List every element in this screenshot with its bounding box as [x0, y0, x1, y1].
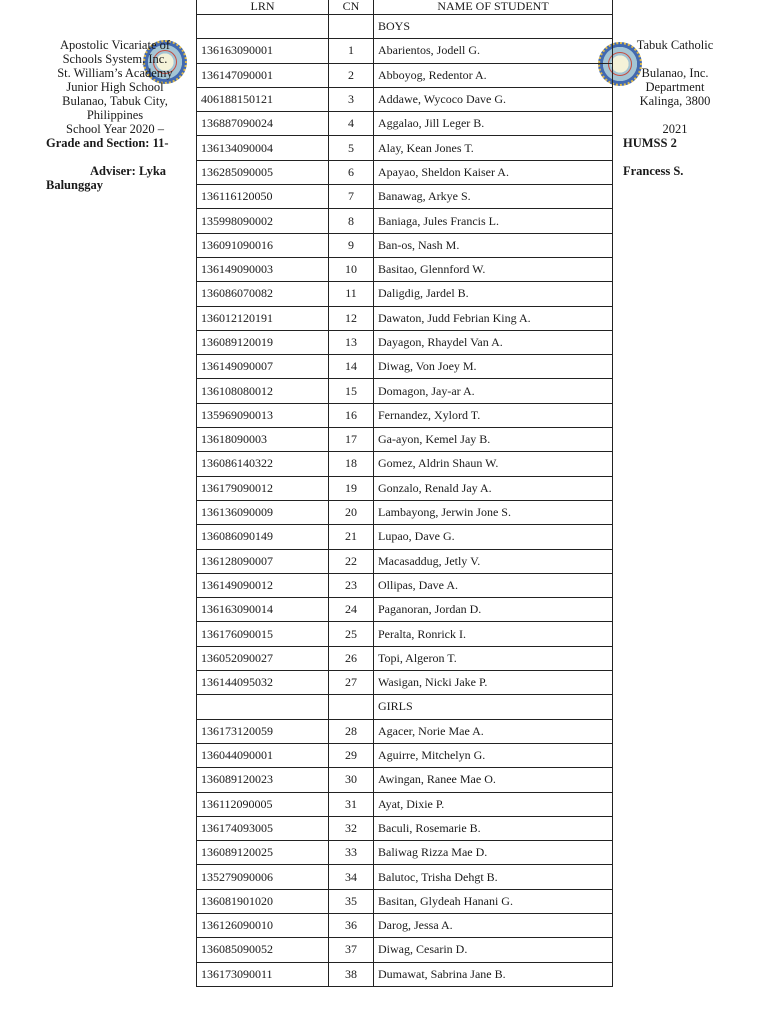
header-line [622, 108, 728, 122]
lrn-cell: 136012120191 [197, 306, 329, 330]
lrn-cell: 136089120019 [197, 330, 329, 354]
student-name-cell: Alay, Kean Jones T. [374, 136, 613, 160]
lrn-cell: 136173120059 [197, 719, 329, 743]
lrn-cell: 136052090027 [197, 646, 329, 670]
lrn-cell: 136089120023 [197, 768, 329, 792]
school-header-left [40, 38, 190, 136]
student-name-cell: Baniaga, Jules Francis L. [374, 209, 613, 233]
student-name-cell: Ga-ayon, Kemel Jay B. [374, 428, 613, 452]
cn-cell: 13 [329, 330, 374, 354]
table-row [197, 913, 613, 937]
student-name-cell: Diwag, Von Joey M. [374, 355, 613, 379]
lrn-cell: 136147090001 [197, 63, 329, 87]
cn-cell: 14 [329, 355, 374, 379]
table-row [197, 646, 613, 670]
student-name-cell: Gomez, Aldrin Shaun W. [374, 452, 613, 476]
student-name-cell: Baculi, Rosemarie B. [374, 816, 613, 840]
table-row [197, 719, 613, 743]
section-label: BOYS [374, 15, 613, 39]
lrn-cell: 136179090012 [197, 476, 329, 500]
student-name-cell: Peralta, Ronrick I. [374, 622, 613, 646]
grade-section-label: Grade and Section: 11- [46, 136, 169, 150]
section-humss-label: HUMSS 2 [623, 136, 677, 150]
table-row [197, 379, 613, 403]
cn-cell: 26 [329, 646, 374, 670]
girls-section-row [197, 695, 613, 719]
lrn-cell: 13618090003 [197, 428, 329, 452]
student-name-cell: Macasaddug, Jetly V. [374, 549, 613, 573]
column-header-lrn: LRN [197, 0, 329, 15]
student-name-cell: Addawe, Wycoco Dave G. [374, 87, 613, 111]
student-name-cell: Topi, Algeron T. [374, 646, 613, 670]
table-header-row [197, 0, 613, 15]
student-name-cell: Agacer, Norie Mae A. [374, 719, 613, 743]
student-name-cell: Lupao, Dave G. [374, 525, 613, 549]
student-name-cell: Apayao, Sheldon Kaiser A. [374, 160, 613, 184]
lrn-cell: 136091090016 [197, 233, 329, 257]
student-name-cell: Dawaton, Judd Febrian King A. [374, 306, 613, 330]
header-line: Junior High School [66, 80, 164, 94]
student-name-cell: Fernandez, Xylord T. [374, 403, 613, 427]
student-name-cell: Abarientos, Jodell G. [374, 39, 613, 63]
header-line: Department [645, 80, 705, 94]
table-row [197, 355, 613, 379]
lrn-cell: 136116120050 [197, 185, 329, 209]
table-row [197, 889, 613, 913]
table-row [197, 500, 613, 524]
table-row [197, 330, 613, 354]
lrn-cell: 136085090052 [197, 938, 329, 962]
student-name-cell: Aguirre, Mitchelyn G. [374, 743, 613, 767]
table-row [197, 841, 613, 865]
cn-cell: 11 [329, 282, 374, 306]
student-name-cell: Daligdig, Jardel B. [374, 282, 613, 306]
table-row [197, 816, 613, 840]
table-row [197, 136, 613, 160]
adviser-line-1: Adviser: Lyka [90, 164, 167, 178]
student-name-cell: Balutoc, Trisha Dehgt B. [374, 865, 613, 889]
lrn-cell: 136086070082 [197, 282, 329, 306]
lrn-cell: 136044090001 [197, 743, 329, 767]
cn-cell: 24 [329, 598, 374, 622]
cn-cell: 21 [329, 525, 374, 549]
boys-section-row [197, 15, 613, 39]
table-row [197, 403, 613, 427]
lrn-cell: 136149090003 [197, 257, 329, 281]
header-line: Kalinga, 3800 [639, 94, 711, 108]
school-header-right [622, 38, 728, 136]
cn-cell: 31 [329, 792, 374, 816]
cn-cell [329, 15, 374, 39]
lrn-cell: 136128090007 [197, 549, 329, 573]
lrn-cell: 136173090011 [197, 962, 329, 986]
cn-cell: 32 [329, 816, 374, 840]
table-row [197, 792, 613, 816]
table-row [197, 233, 613, 257]
column-header-cn: CN [329, 0, 374, 15]
table-row [197, 160, 613, 184]
lrn-cell: 136163090001 [197, 39, 329, 63]
student-name-cell: Paganoran, Jordan D. [374, 598, 613, 622]
cn-cell: 19 [329, 476, 374, 500]
student-name-cell: Basitan, Glydeah Hanani G. [374, 889, 613, 913]
table-row [197, 112, 613, 136]
adviser-line-2: Balunggay [46, 178, 103, 192]
lrn-cell [197, 695, 329, 719]
cn-cell: 6 [329, 160, 374, 184]
student-name-cell: Ollipas, Dave A. [374, 573, 613, 597]
header-line: Schools System, Inc. [62, 52, 168, 66]
lrn-cell: 136174093005 [197, 816, 329, 840]
table-row [197, 743, 613, 767]
cn-cell: 28 [329, 719, 374, 743]
lrn-cell: 136149090007 [197, 355, 329, 379]
table-row [197, 39, 613, 63]
table-row [197, 87, 613, 111]
table-row [197, 452, 613, 476]
student-name-cell: Gonzalo, Renald Jay A. [374, 476, 613, 500]
student-name-cell: Ban-os, Nash M. [374, 233, 613, 257]
header-line: Apostolic Vicariate of [59, 38, 171, 52]
lrn-cell: 135279090006 [197, 865, 329, 889]
table-row [197, 476, 613, 500]
roster-body [197, 15, 613, 987]
lrn-cell: 136144095032 [197, 671, 329, 695]
student-name-cell: Basitao, Glennford W. [374, 257, 613, 281]
table-row [197, 549, 613, 573]
table-row [197, 598, 613, 622]
lrn-cell: 136089120025 [197, 841, 329, 865]
student-roster-table [196, 0, 613, 987]
student-name-cell: Darog, Jessa A. [374, 913, 613, 937]
student-name-cell: Dumawat, Sabrina Jane B. [374, 962, 613, 986]
cn-cell: 10 [329, 257, 374, 281]
cn-cell: 23 [329, 573, 374, 597]
table-row [197, 865, 613, 889]
lrn-cell: 136112090005 [197, 792, 329, 816]
student-name-cell: Ayat, Dixie P. [374, 792, 613, 816]
cn-cell: 15 [329, 379, 374, 403]
cn-cell: 25 [329, 622, 374, 646]
cn-cell: 20 [329, 500, 374, 524]
header-line: Philippines [86, 108, 144, 122]
table-row [197, 622, 613, 646]
student-name-cell: Dayagon, Rhaydel Van A. [374, 330, 613, 354]
student-name-cell: Domagon, Jay-ar A. [374, 379, 613, 403]
student-name-cell: Banawag, Arkye S. [374, 185, 613, 209]
lrn-cell: 136176090015 [197, 622, 329, 646]
cn-cell: 5 [329, 136, 374, 160]
lrn-cell: 136149090012 [197, 573, 329, 597]
header-line: 2021 [662, 122, 688, 136]
cn-cell: 2 [329, 63, 374, 87]
lrn-cell: 136081901020 [197, 889, 329, 913]
cn-cell: 36 [329, 913, 374, 937]
cn-cell: 18 [329, 452, 374, 476]
cn-cell: 37 [329, 938, 374, 962]
student-name-cell: Baliwag Rizza Mae D. [374, 841, 613, 865]
table-row [197, 573, 613, 597]
adviser-first-name: Francess S. [623, 164, 684, 178]
student-name-cell: Awingan, Ranee Mae O. [374, 768, 613, 792]
lrn-cell: 136887090024 [197, 112, 329, 136]
cn-cell: 7 [329, 185, 374, 209]
lrn-cell: 136086090149 [197, 525, 329, 549]
cn-cell: 9 [329, 233, 374, 257]
cn-cell: 1 [329, 39, 374, 63]
lrn-cell: 406188150121 [197, 87, 329, 111]
cn-cell: 38 [329, 962, 374, 986]
adviser-label [46, 164, 166, 192]
table-row [197, 525, 613, 549]
table-row [197, 428, 613, 452]
table-row [197, 63, 613, 87]
student-name-cell: Wasigan, Nicki Jake P. [374, 671, 613, 695]
lrn-cell: 136126090010 [197, 913, 329, 937]
header-line [622, 52, 728, 66]
table-row [197, 209, 613, 233]
lrn-cell: 136163090014 [197, 598, 329, 622]
table-row [197, 282, 613, 306]
student-name-cell: Lambayong, Jerwin Jone S. [374, 500, 613, 524]
cn-cell: 33 [329, 841, 374, 865]
header-line: St. William’s Academy [57, 66, 173, 80]
table-row [197, 768, 613, 792]
cn-cell: 16 [329, 403, 374, 427]
cn-cell: 8 [329, 209, 374, 233]
header-line: Bulanao, Inc. [641, 66, 709, 80]
cn-cell: 3 [329, 87, 374, 111]
table-row [197, 257, 613, 281]
section-label: GIRLS [374, 695, 613, 719]
table-row [197, 306, 613, 330]
cn-cell: 4 [329, 112, 374, 136]
header-line: Bulanao, Tabuk City, [62, 94, 168, 108]
table-row [197, 671, 613, 695]
cn-cell: 35 [329, 889, 374, 913]
cn-cell: 30 [329, 768, 374, 792]
cn-cell [329, 695, 374, 719]
lrn-cell: 136086140322 [197, 452, 329, 476]
student-name-cell: Aggalao, Jill Leger B. [374, 112, 613, 136]
cn-cell: 29 [329, 743, 374, 767]
table-row [197, 962, 613, 986]
cn-cell: 12 [329, 306, 374, 330]
lrn-cell: 136285090005 [197, 160, 329, 184]
lrn-cell: 136134090004 [197, 136, 329, 160]
student-name-cell: Diwag, Cesarin D. [374, 938, 613, 962]
student-name-cell: Abboyog, Redentor A. [374, 63, 613, 87]
lrn-cell: 135969090013 [197, 403, 329, 427]
lrn-cell: 135998090002 [197, 209, 329, 233]
lrn-cell: 136136090009 [197, 500, 329, 524]
lrn-cell [197, 15, 329, 39]
table-row [197, 185, 613, 209]
cn-cell: 34 [329, 865, 374, 889]
header-line: Tabuk Catholic [636, 38, 714, 52]
cn-cell: 17 [329, 428, 374, 452]
table-row [197, 938, 613, 962]
lrn-cell: 136108080012 [197, 379, 329, 403]
column-header-name: NAME OF STUDENT [374, 0, 613, 15]
cn-cell: 27 [329, 671, 374, 695]
header-line: School Year 2020 – [66, 122, 164, 136]
cn-cell: 22 [329, 549, 374, 573]
